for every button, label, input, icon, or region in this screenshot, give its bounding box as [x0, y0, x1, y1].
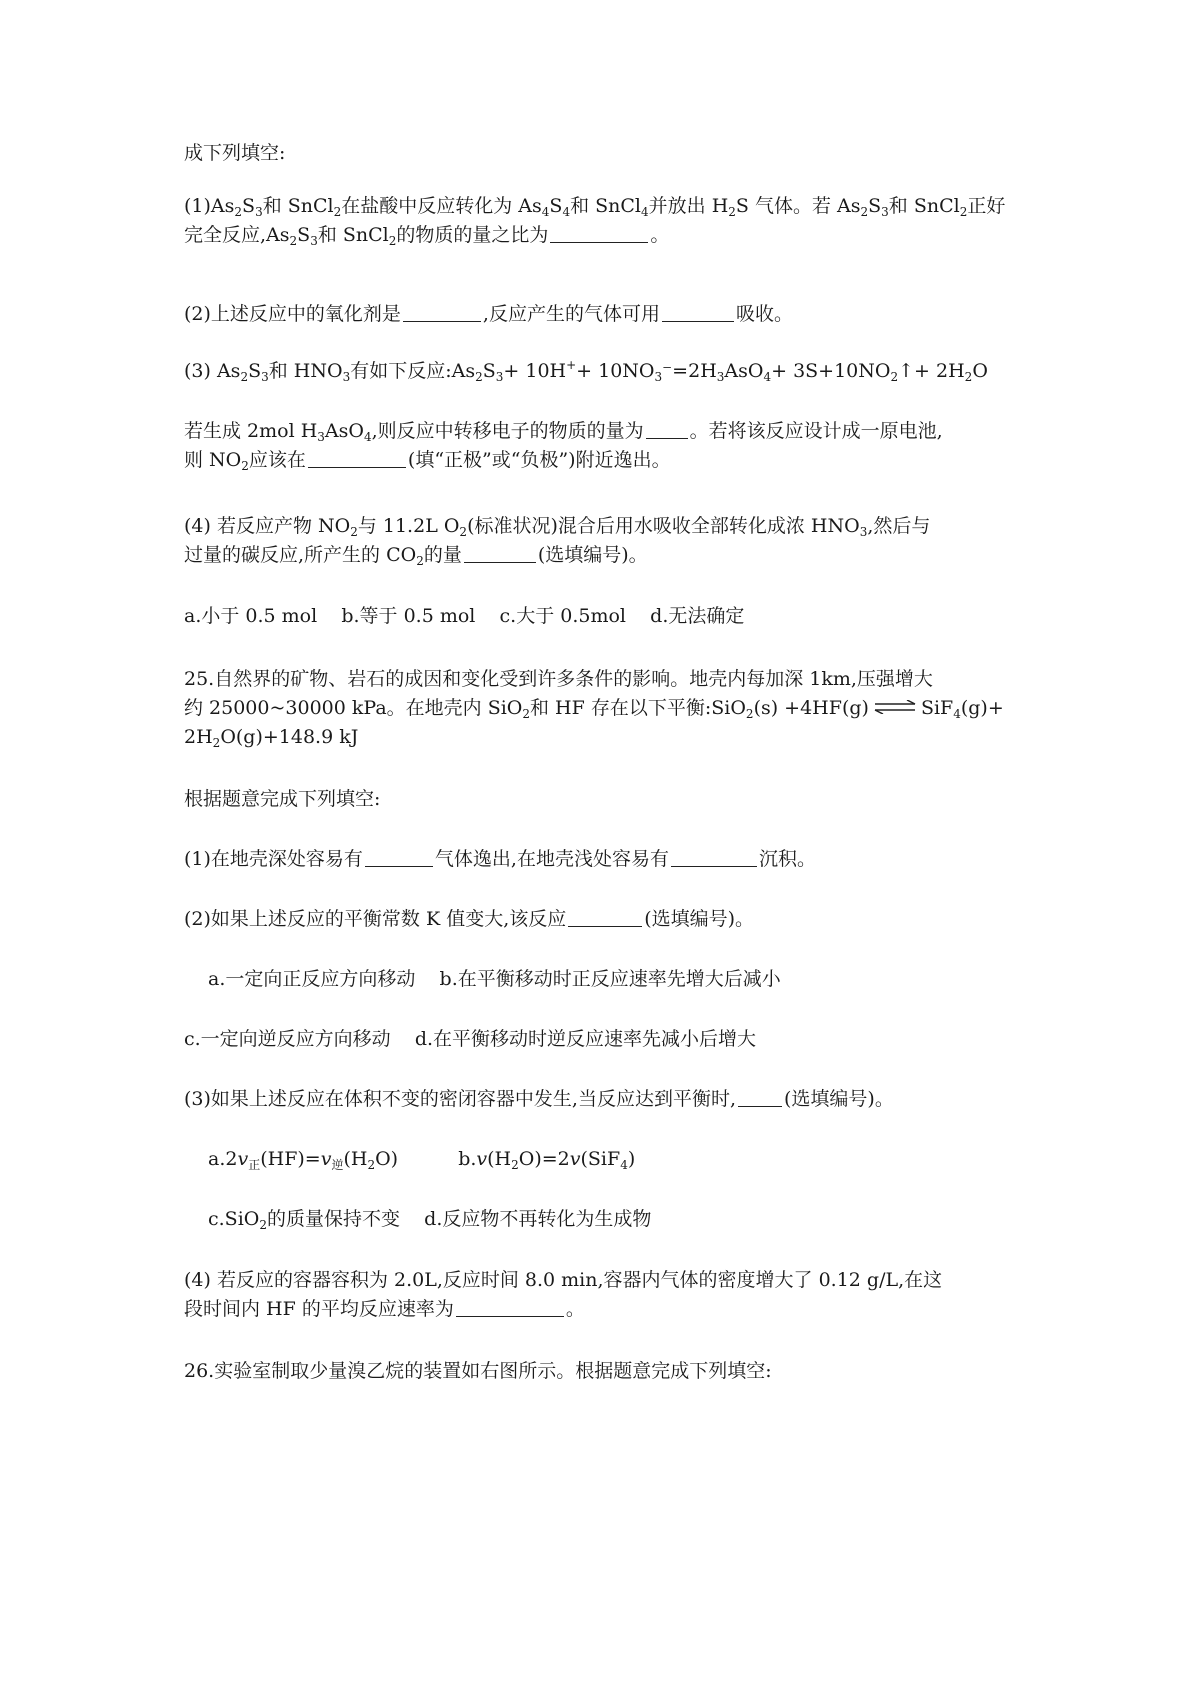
equilibrium-arrow-icon — [873, 700, 917, 714]
q1-line-2: 完全反应$,As_2S_3$和 SnCl$_2$的物质的量之比为 。 — [184, 224, 670, 248]
answer-blank[interactable] — [308, 449, 406, 468]
p25-q2-options-ab: a.一定向正反应方向移动 b.在平衡移动时正反应速率先增大后减小 — [208, 968, 781, 990]
p25-instruction: 根据题意完成下列填空: — [184, 788, 381, 810]
q3-line-2: 若生成 2mol $H_3AsO_4$,则反应中转移电子的物质的量为 。若将该反应设计成一原电池, — [184, 420, 943, 444]
p25-line-3: $2H_2O(g)+148.9$ kJ — [184, 726, 359, 750]
answer-blank[interactable] — [568, 908, 642, 927]
p25-line-1: 25.自然界的矿物、岩石的成因和变化受到许多条件的影响。地壳内每加深 1km,压强增大 — [184, 668, 933, 690]
intro-line: 成下列填空: — [184, 142, 286, 164]
p25-q4-line-2: 段时间内 HF 的平均反应速率为 。 — [184, 1298, 585, 1320]
q2-line: (2)上述反应中的氧化剂是 ,反应产生的气体可用 吸收。 — [184, 303, 793, 325]
q4-options: a.小于 0.5 mol b.等于 0.5 mol c.大于 0.5mol d.无法确定 — [184, 605, 745, 627]
p25-line-2: 约 25000~30000 kPa。在地壳内 SiO$_2$和 HF 存在以下平衡:SiO$_2$(s) +4HF(g) SiF$_4$(g)+ — [184, 697, 1004, 721]
p25-q2: (2)如果上述反应的平衡常数 K 值变大,该反应 (选填编号)。 — [184, 908, 755, 930]
p25-q4-line-1: (4) 若反应的容器容积为 2.0L,反应时间 8.0 min,容器内气体的密度增大了 0.12 g/L,在这 — [184, 1269, 943, 1291]
q1-line-1: $(1)As_2S_3$和 SnCl$_2$在盐酸中反应转化为 $As_4S_4$和 SnCl$_4$并放出 $H_2S$ 气体。若 $As_2S_3$和 SnCl$_2$正好 — [184, 195, 1006, 219]
p25-q3-options-cd: c.SiO$_2$的质量保持不变 d.反应物不再转化为生成物 — [208, 1208, 652, 1232]
answer-blank[interactable] — [464, 544, 536, 563]
answer-blank[interactable] — [662, 303, 734, 322]
answer-blank[interactable] — [550, 224, 648, 243]
p25-q3: (3)如果上述反应在体积不变的密闭容器中发生,当反应达到平衡时, (选填编号)。 — [184, 1088, 894, 1110]
answer-blank[interactable] — [671, 848, 757, 867]
p26-line: 26.实验室制取少量溴乙烷的装置如右图所示。根据题意完成下列填空: — [184, 1360, 772, 1382]
q3-line-3: 则 $NO_2$应该在 (填“正极”或“负极”)附近逸出。 — [184, 449, 671, 473]
p25-q1: (1)在地壳深处容易有 气体逸出,在地壳浅处容易有 沉积。 — [184, 848, 816, 870]
answer-blank[interactable] — [403, 303, 481, 322]
q4-line-2: 过量的碳反应,所产生的 $CO_2$的量 (选填编号)。 — [184, 544, 648, 568]
answer-blank[interactable] — [738, 1088, 782, 1107]
answer-blank[interactable] — [646, 420, 688, 439]
answer-blank[interactable] — [456, 1298, 564, 1317]
p25-q3-options-ab: $a.2v_正(HF)=v_逆(H_2O)$ $b.v(H_2O)=2v(SiF_4)$ — [208, 1148, 636, 1172]
p25-q2-options-cd: c.一定向逆反应方向移动 d.在平衡移动时逆反应速率先减小后增大 — [184, 1028, 757, 1050]
q3-equation-line: (3) $As_2S_3$和 $HNO_3$有如下反应$:As_2S_3+ 10H^++ 10NO_3^-=2H_3AsO_4+$ $3S+10NO_2↑+ 2H_2O$ — [184, 358, 988, 384]
q4-line-1: (4) 若反应产物 $NO_2$与 11.2L $O_2$(标准状况)混合后用水吸收全部转化成浓 $HNO_3$,然后与 — [184, 515, 931, 539]
answer-blank[interactable] — [365, 848, 433, 867]
